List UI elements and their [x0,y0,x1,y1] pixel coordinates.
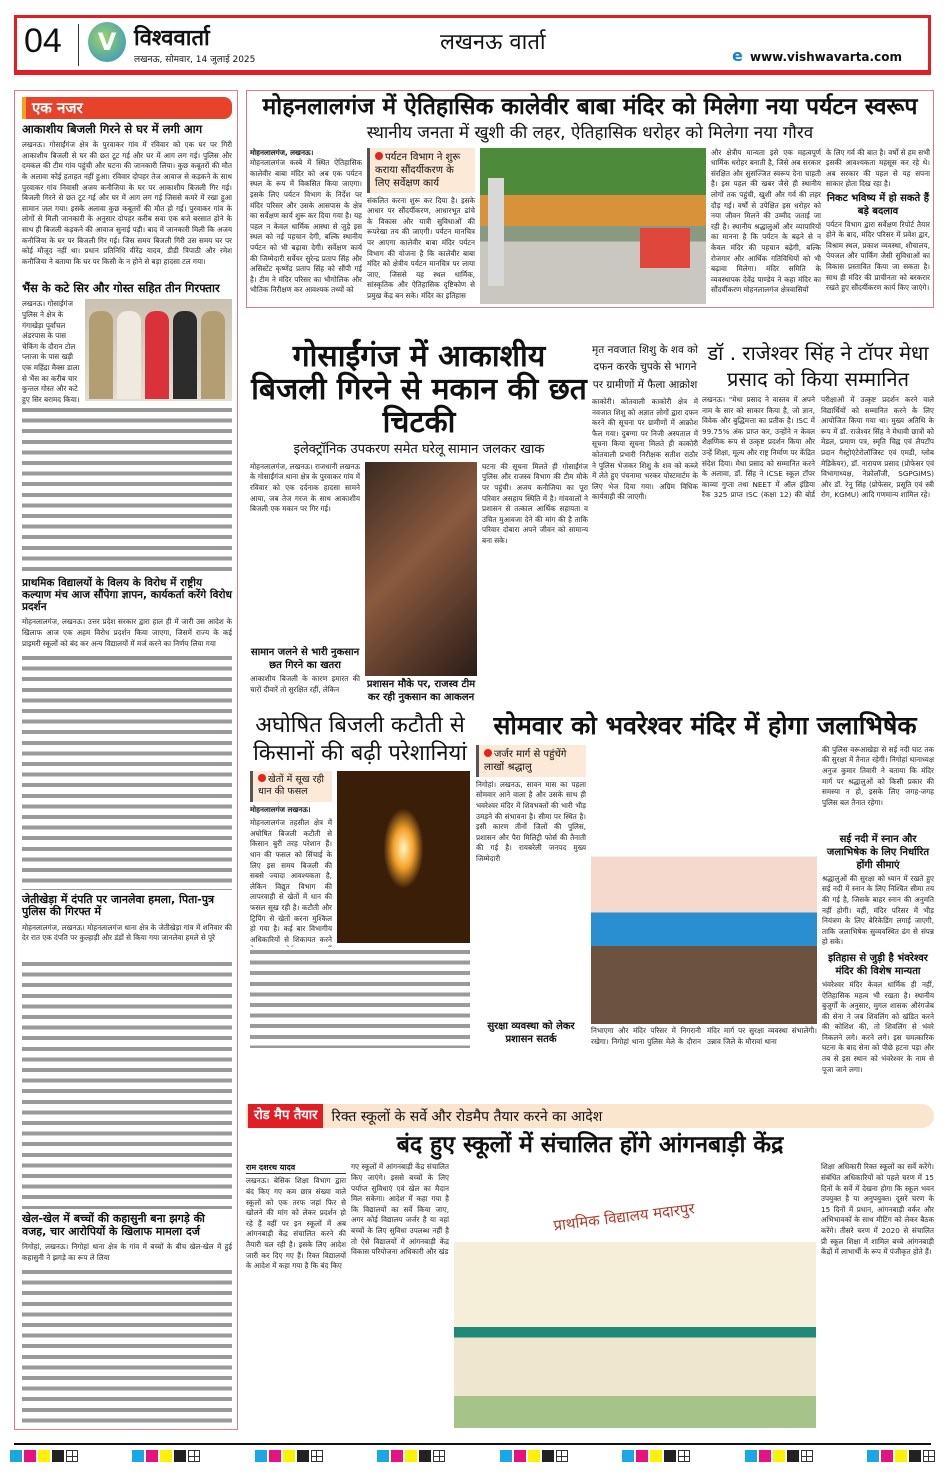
schools-headline: बंद हुए स्कूलों में संचालित होंगे आंगनबाड़ी केंद्र [396,1132,784,1158]
text-column: और क्षेत्रीय मान्यता इसे एक महत्वपूर्ण धार्मिक धरोहर बनाती है, जिसे अब सरकार संरक्षित और सुसज्जित स्वरूप देना चाहती है। इस पहल की खबर जैसे ही स्थानीय लोगों तक पहुंची, खुशी और गर्व की लहर दौड़ गई। वर्षों से उपेक्षित इस धरोहर को नया जीवन मिलने की उम्मीद जताई जा रही है। स्थानीय श्रद्धालुओं और व्यापारियों का मानना है कि पर्यटन के बढ़ने से न केवल मंदिर की पहचान बढ़ेगी, बल्कि रोजगार और आर्थिक गतिविधियों को भी बढ़ावा मिलेगा। मंदिर समिति के व्यवस्थापक देवेंद्र पाण्डेय ने कहा मंदिर का सौंदर्यीकरण मोहनलालगंज क्षेत्रवासियों [711,147,821,295]
text-column: लखनऊ। बेसिक शिक्षा विभाग द्वारा बंद किए गए कम छात्र संख्या वाले स्कूलों को एक तरफ जहां फिर से खोलने की मांग को लेकर प्रदर्शन हो रहे हैं वहीं पर इन स्कूलों में अब आंगनबाड़ी केंद्र संचालित करने की तैयारी चल रही है। इसके लिए आदेश जारी कर दिए गए हैं। रिक्त विद्यालयों के आदेश में कहा गया है कि बंद किए [246,1176,346,1271]
text-column [22,653,232,889]
story-headline: आकाशीय बिजली गिरने से घर में लगी आग [22,122,203,136]
section-title: लखनऊ वार्ता [440,30,546,55]
byline: राम दशरथ यादव [246,1162,346,1174]
color-swatch [405,1450,417,1462]
color-swatch [514,1450,526,1462]
lead-subhead: स्थानीय जनता में खुशी की लहर, ऐतिहासिक धरोहर को मिलेगा नया गौरव [366,123,814,144]
crosshair-icon [678,1450,690,1462]
story-body: मोहनलालगंज, लखनऊ। मोहनलालगंज थाना क्षेत्र के जेतीखेड़ा गांव में शनिवार की देर रात एक दंपति पर कुल्हाड़ी और डंडों से किया गया जानलेवा हमले से पूरे [22,922,232,943]
text-column: के लिए गर्व की बात है। वर्षों से हम सभी इसकी आवश्यकता महसूस कर रहे थे। अब सरकार की पहल से यह सपना साकार होता दिख रहा है। [826,147,930,189]
pullquote [476,745,586,777]
crosshair-icon [433,1450,445,1462]
pullquote-text: खेतों में सूख रही धान की फसल [258,774,324,798]
color-swatch [650,1450,662,1462]
crosshair-icon [311,1450,323,1462]
color-swatch [377,1450,389,1462]
lead-col-2 [367,148,475,304]
color-swatch [867,1450,879,1462]
color-swatch [773,1450,785,1462]
pullquote [367,148,475,193]
color-swatch [745,1450,757,1462]
crosshair-icon [66,1450,78,1462]
school-photo [454,1162,816,1428]
bottom-rule [14,1443,931,1445]
pullquote-text: पर्यटन विभाग ने शुरू कराया सौंदर्यीकरण के लिए सर्वेक्षण कार्य [375,151,461,189]
crosshair-icon [556,1450,568,1462]
subheading: सुरक्षा व्यवस्था को लेकर प्रशासन सतर्क [487,1021,575,1045]
gosaiganj-col-1 [250,462,360,706]
color-swatch [895,1450,907,1462]
text-column: काकोरी। कोतवाली काकोरी क्षेत्र में नवजात शिशु को अज्ञात लोगों द्वारा दफन करने की सूचना पर ग्रामीणों में आक्रोश फैल गया। दुबग्गा पर निजी अस्पताल में सूचना किया सूचना मिलते ही काकोरी कोतवाली प्रभारी निरीक्षक सतीश राठौर ने पुलिस भेजकर शिशु के शव को कब्जे में लेते हुए पंचनामा भरकर पोस्टमार्टम के लिए भेज दिया गया। अग्रिम विधिक कार्यवाही की जाएगी। [592,396,698,502]
color-bar [867,1450,935,1462]
lead-columns [250,148,930,304]
color-swatch [255,1450,267,1462]
color-swatch [10,1450,22,1462]
text-column: मोहनलालगंज, लखनऊ। राजधानी लखनऊ के गोसाईंगंज थाना क्षेत्र के पुरवाकर गांव में रविवार को एक दर्दनाक हादसा सामने आया, जब तेज गरज के साथ आकाशीय बिजली एक मकान पर गिर गई। [250,461,360,514]
story-body: लखनऊ। गोसाईगंज पुलिस ने क्षेत्र के गंगाखेड़ा पूर्वांचल अंडरपास के पास चेकिंग के दौरान टोल प्लाजा के पास खड़ी एक महिंद्रा मैक्स डाला से भैंस का करीब चार कुन्तल गोस्त और कटे हुए सिर बरामद किया। [22,299,80,404]
somvar-col-2 [591,745,817,1048]
text-column: घटना की सूचना मिलते ही गोसाईंगंज पुलिस और राजस्व विभाग की टीम मौके पर पहुंची। अजय कनौजिया का पूरा परिवार असहाय स्थिति में है। गांववालों ने प्रशासन से तत्काल आर्थिक सहायता व उचित मुआवजा देने की मांग की है ताकि परिवार दोबारा अपने जीवन को सामान्य बना सके। [482,461,588,546]
color-swatch [636,1450,648,1462]
color-bar [745,1450,813,1462]
color-bar [255,1450,323,1462]
gosaiganj-columns [250,462,588,706]
color-swatch [269,1450,281,1462]
gosaiganj-col-2 [365,462,477,706]
power-columns [250,771,470,943]
ek-nazar-banner: एक नजर [22,97,232,119]
color-swatch [542,1450,554,1462]
lead-headline: मोहनलालगंज में ऐतिहासिक कालेवीर बाबा मंदिर को मिलेगा नया पर्यटन स्वरूप [262,94,918,120]
temple-crowd-photo [591,745,817,1024]
story-body: निगोहां, लखनऊ। निगोहां थाना क्षेत्र के गांव में बच्चों के बीच खेल-खेल में हुई कहासुनी ने झगड़े का रूप ले लिया [22,1242,232,1262]
rajeshwar-story [702,340,934,706]
color-bar [10,1450,78,1462]
newborn-headline: मृत नवजात शिशु के शव को दफन करके चुपके से भागने पर ग्रामीणों में फैला आक्रोश [592,344,698,391]
story-headline: जेतीखेड़ा में दंपति पर जानलेवा हमला, पिता-पुत्र पुलिस की गिरफ्त में [22,892,215,919]
story-body: मोहनलालगंज, लखनऊ। उत्तर प्रदेश सरकार द्वारा हाल ही में जारी उस आदेश के खिलाफ आज एक अहम विरोध प्रदर्शन किया जाएगा, जिसमें राज्य के कई प्राइमरी स्कूलों को बंद कर अन्य विद्यालयों में मर्ज करने का निर्णय लिया गया [22,617,232,648]
subheading: प्रशासन मौके पर, राजस्व टीम कर रही नुकसान का आकलन [366,679,476,703]
somvar-story [476,711,934,1074]
crosshair-icon [923,1450,935,1462]
cracked-roof-photo [365,462,477,676]
text-column: शिक्षा अधिकारी रिक्त स्कूलों का सर्वे करेंगे। संबंधित अधिकारियों को पहले चरण में 15 दिनों के सर्वे में देखना होगा कि स्कूल भवन उपयुक्त है या अनुपयुक्त। दूसरे चरण के 15 दिनों में प्रधान, आंगनबाड़ी वर्कर और अभिभावकों के साथ मीटिंग को लेकर बैठक करेंगे। तीसरे चरण में 2020 से संचालित प्री स्कूल शिक्षा में शामिल बच्चे आंगनबाड़ी केंद्रों में लाभार्थी के रूप में पंजीकृत होते हैं। [821,1162,934,1257]
text-column: निगोहां। लखनऊ, सावन मास का पहला सोमवार आने वाला है और उसके साथ ही भवरेश्वर मंदिर में शिवभक्तों की भारी भीड़ उमड़ने की संभावना है। सीमा पर स्थित है। इसी कारण तीनों जिलों की पुलिस, प्रशासन और पैरा मिलिट्री फोर्स की तैनाती की गई है। रायबरेली जनपद मुख्य जिम्मेदारी [476,779,586,863]
color-swatch [881,1450,893,1462]
bullet-icon [258,774,266,782]
power-story [250,712,470,1048]
schools-story [246,1104,934,1428]
color-swatch [297,1450,309,1462]
temple-survey-photo [480,148,706,304]
color-bar [377,1450,445,1462]
story-headline: खेल-खेल में बच्चों की कहासुनी बना झगड़े की वजह, चार आरोपियों के खिलाफ मामला दर्ज [22,1212,205,1238]
story-headline: भैंस के कटे सिर और गोस्त सहित तीन गिरफ्तार [22,281,220,296]
text-column: लखनऊ। "मेधा प्रसाद ने वास्तव में अपने नाम के सार को साकार किया है, जो ज्ञान, विवेक और बुद्धिमत्ता का प्रतीक है। ISC में 99.75% अंक प्राप्त कर, उन्होंने न केवल शैक्षणिक रूप से उत्कृष्ट प्रदर्शन किया और उन्हें शिक्षा, मूल्य और राष्ट्र निर्माण पर केंद्रित संदेश दिया। मेधा प्रसाद को सम्मानित करने के अलावा, डॉ. सिंह ने ICSE स्कूल टॉपर काव्या गुप्ता तथा NEET में ऑल इंडिया रैंक 325 प्राप्त ISC (कक्षा 12) की बोर्ड परीक्षाओं में उत्कृष्ट प्रदर्शन करने वाले विद्यार्थियों को सम्मानित करने के लिए आयोजित किया गया था। मुख्य अतिथि के रूप में डॉ. राजेश्वर सिंह ने मेधावी छात्रों को मेडल, प्रमाण पत्र, स्मृति चिह्न एवं लैपटॉप प्रदान गैस्ट्रोएंटेरोलॉजिस्ट एवं एमडी, ग्लोब मेडिकेयर), डॉ. नारायण प्रसाद (प्रोफेसर एवं विभागाध्यक्ष, नेफ्रोलॉजी, SGPGIMS) और डॉ. रेनू सिंह (प्रोफेसर, प्रसूति एवं स्त्री रोग, KGMU) आदि गणमान्य शामिल रहे। [702,395,934,500]
story-body: लखनऊ। गोसाईंगंज क्षेत्र के पुरवाकर गांव में रविवार को एक घर पर गिरी आकाशीय बिजली से घर की छत टूट गई और घर में आग लग गई। पुलिस और दमकल की टीम गांव पहुंची और घटना की जानकारी लिया। कुछ कबूतरों की मौत के अलावा कोई हताहत नहीं हुआ। रविवार दोपहर तेज आवाज से कड़कने के साथ पुरवाकर गांव निवासी अजय कनौजिया के घर पर आकाशीय बिजली गिर गई। बिजली गिरने से छत टूट गई और घर में आग लग गई जिससे कमरे में रखा हुआ सामान जल गया। इसके अलावा कुछ कबूतरों की मौत हो गई। पुरवाकर गांव के लोगों से मिली जानकारी के अनुसार दोपहर करीब सवा एक बजे बरसात होने के साथ ही बिजली कड़कने की आवाज सुनाई पड़ी। बाद में जानकारी मिली कि अजय कनौजिया के घर पर बिजली गिर गई। जिस समय बिजली गिरी उस समय घर पर कोई मौजूद नहीं था। प्रधान प्रतिनिधि वीरेंद्र यादव, डीडी त्रिपाठी और रमेश कनौजिया ने बताया कि घर पर किसी के न होने से बड़ा हादसा टल गया। [22,140,232,266]
lead-col-1 [250,148,362,304]
paper-name: विश्ववार्ता [134,26,210,51]
somvar-columns [476,744,934,1074]
school-sign: प्राथमिक विद्यालय मदारपुर [552,1199,696,1236]
logo-icon: V [88,22,126,62]
subheading: निकट भविष्य में हो सकते हैं बड़े बदलाव [826,192,930,217]
bullet-icon [375,152,383,160]
text-column: की पुलिस वरूआखेड़ा से सई नदी घाट तक की सुरक्षा में तैनात रहेगी। निगोहां थानाध्यक्ष अनुज कुमार तिवारी ने बताया कि मंदिर मार्ग पर श्रद्धालुओं को किसी प्रकार की समस्या न हो, इसके लिए जगह-जगह पुलिस बल तैनात रहेगा। [822,744,934,807]
color-swatch [664,1450,676,1462]
gosaiganj-headline: गोसाईंगंज में आकाशीय बिजली गिरने से मकान की छत चिटकी [251,339,587,440]
text-column [22,405,232,573]
rajeshwar-headline: डॉ . राजेश्वर सिंह ने टॉपर मेधा प्रसाद को किया सम्मानित [707,341,929,391]
website-link[interactable]: www.vishwavarta.com [750,50,902,64]
text-column: मोहनलालगंज कस्बे में स्थित ऐतिहासिक कालेवीर बाबा मंदिर को अब एक पर्यटन स्थल के रूप में विकसित किया जाएगा। इसके लिए पर्यटन विभाग के निर्देश पर मंदिर परिसर और उसके आसपास के क्षेत्र का सर्वेक्षण कार्य शुरू कर दिया गया है। यह पहल न केवल धार्मिक आस्था से जुड़े इस स्थल को नई पहचान देगी, बल्कि स्थानीय पर्यटन को भी बढ़ावा देगी। सर्वेक्षण कार्य की जिम्मेदारी सर्वेयर सुरेन्द्र प्रताप सिंह और असिस्टेंट कृष्णेंद्र प्रताप सिंह को सौंपी गई है। टीम ने मंदिर परिसर का भौगोलिक और भौतिक निरीक्षण कर आवश्यक तथ्यों को [250,158,362,295]
color-swatch [132,1450,144,1462]
schools-col-1 [246,1162,346,1428]
text-column: आकाशीय बिजली के कारण इमारत की चारों दीवारें तो सुरक्षित रहीं, लेकिन [250,674,360,694]
crosshair-icon [801,1450,813,1462]
text-column: संकलित करना शुरू कर दिया है। इसके आधार पर सौंदर्यीकरण, आधारभूत ढांचे के विकास और यात्री सुविधाओं की रूपरेखा तय की जाएगी। पर्यटन मानचित्र पर आएगा कालेवीर बाबा मंदिर पर्यटन विभाग की योजना है कि कालेवीर बाबा मंदिर को क्षेत्रीय पर्यटन मानचित्र पर लाया जाए, जिससे यह स्थल धार्मिक, सांस्कृतिक और ऐतिहासिक दृष्टिकोण से प्रमुख केंद्र बन सके। मंदिर का इतिहास [367,195,475,301]
color-swatch [24,1450,36,1462]
sidebar-stack [22,97,232,1425]
color-swatch [160,1450,172,1462]
color-bar [622,1450,690,1462]
color-swatch [52,1450,64,1462]
dateline: लखनऊ, सोमवार, 14 जुलाई 2025 [134,55,256,65]
pullquote [250,771,332,802]
color-swatch [419,1450,431,1462]
roadmap-label: रोड मैप तैयार [248,1104,323,1128]
color-bar [132,1450,200,1462]
gosaiganj-story [250,340,588,706]
color-swatch [787,1450,799,1462]
somvar-headline: सोमवार को भवरेश्वर मंदिर में होगा जलाभिषेक [493,711,917,740]
story-headline: प्राथमिक विद्यालयों के विलय के विरोध में राष्ट्रीय कल्याण मंच आज सौंपेगा ज्ञापन, कार्यकर्ता करेंगे विरोध प्रदर्शन [22,577,232,614]
dateline: मोहनलालगंज लखनऊ। [250,804,311,814]
crosshair-icon [188,1450,200,1462]
text-column [250,947,470,1048]
browser-icon: e [732,46,743,65]
text-column: गए स्कूलों में आंगनबाड़ी केंद्र संचालित किए जाएंगे। इससे बच्चों के लिए पर्याप्त सुविधाएं एवं खेल का मैदान मिल सकेगा। आदेश में कहा गया है कि विद्यालयों का सर्वे किया जाए, अगर कोई विद्यालय जर्जर है या वहां बच्चों के लिए सुविधा उपलब्ध नहीं है तो ऐसे विद्यालयों में आंगनबाड़ी केंद्र विकास परियोजना अधिकारी और खंड [351,1162,449,1257]
bullet-icon [484,749,492,757]
subheading: सई नदी में स्नान और जलाभिषेक के लिए निर्धारित होंगी सीमाएं [826,833,930,871]
pullquote-text: जर्जर मार्ग से पहुंचेंगे लाखों श्रद्धालु [484,748,567,773]
somvar-col-3 [822,744,934,1074]
gosaiganj-subhead: इलेक्ट्रॉनिक उपकरण समेत घरेलू सामान जलकर खाक [293,442,545,457]
story-row [22,299,232,404]
text-column: पर्यटन विभाग द्वारा सर्वेक्षण रिपोर्ट तैयार होने के बाद, मंदिर परिसर में प्रवेश द्वार, विश्राम स्थल, प्रकाश व्यवस्था, शौचालय, पेयजल और पार्किंग जैसी सुविधाओं का विकास प्रस्तावित किया जा सकता है। साथ ही मंदिर की प्राचीनता को बरकरार रखते हुए सौंदर्यीकरण कार्य किए जाएंगे। [826,219,930,293]
color-swatch [528,1450,540,1462]
schools-columns [246,1162,934,1428]
text-column: भंवरेश्वर मंदिर केवल धार्मिक ही नहीं, ऐतिहासिक महत्व भी रखता है। स्थानीय बुजुर्गों के अनुसार, मुगल शासक औरंगजेब की सेना ने जब शिवलिंग को खंडित करने की कोशिश की, तो शिवलिंग से भंवरे निकलने लगे। करने लगे। इस चमत्कारिक घटना के बाद सेना को पीछे हटना पड़ा और तब से इस स्थान को भंवरेश्वर के नाम से पूजा जाने लगा। [822,979,934,1074]
text-column [22,959,232,1209]
newborn-story [592,342,698,706]
color-swatch [391,1450,403,1462]
text-column [22,1267,232,1425]
color-registration-strip [10,1450,935,1462]
dateline: मोहनलालगंज, लखनऊ। [250,147,314,157]
arrest-photo [85,299,232,401]
lead-story [250,94,930,304]
power-headline: अघोषित बिजली कटौती से किसानों की बढ़ी परेशानियां [253,713,467,766]
color-bar [500,1450,568,1462]
color-swatch [500,1450,512,1462]
photo-caption: निभाएगा और मंदिर परिसर में निगरानी रखेगा। निगोहां थाना पुलिस मेले के दौरान मंदिर मार्ग पर सुरक्षा व्यवस्था संभालेगी। उन्नाव जिले के मौरावां थाना [591,1026,817,1046]
subheading: इतिहास से जुड़ी है भंवरेश्वर मंदिर की विशेष मान्यता [828,952,928,977]
power-body: मोहनलालगंज तहसील क्षेत्र में अघोषित बिजली कटौती से किसान बुरी तरह परेशान हैं। धान की फसल को सिंचाई के लिए इस समय बिजली की सबसे ज्यादा आवश्यकता है, लेकिन विद्युत विभाग की लापरवाही से खेतों में धान की फसल सूख रही है। कटौती और ट्रिपिंग से खेतों करना मुश्किल हो गया है। कई बार विभागीय अधिकारियों से शिकायत करने [250,818,332,944]
color-swatch [622,1450,634,1462]
lead-col-4 [826,148,930,304]
candle-photo [337,771,470,943]
color-swatch [283,1450,295,1462]
color-swatch [909,1450,921,1462]
color-swatch [174,1450,186,1462]
color-swatch [38,1450,50,1462]
page-number: 04 [24,22,62,60]
roadmap-banner [246,1104,934,1128]
somvar-col-1 [476,745,586,1048]
power-col-1 [250,771,332,943]
roadmap-text: रिक्त स्कूलों के सर्वे और रोडमैप तैयार करने का आदेश [331,1108,603,1125]
subheading: सामान जलने से भारी नुकसान छत गिरने का खतरा [250,647,360,671]
divider [78,24,79,66]
color-swatch [759,1450,771,1462]
color-swatch [146,1450,158,1462]
text-column: श्रद्धालुओं की सुरक्षा को ध्यान में रखते हुए सई नदी में स्नान के लिए निश्चित सीमा तय की गई है, जिसके बाहर स्नान की अनुमति नहीं होगी। वहीं, मंदिर परिसर में भीड़ नियंत्रण के लिए बेरिकेडिंग लगाई जाएगी, ताकि जलाभिषेक सुव्यवस्थित ढंग से संपन्न हो सके। [822,873,934,947]
